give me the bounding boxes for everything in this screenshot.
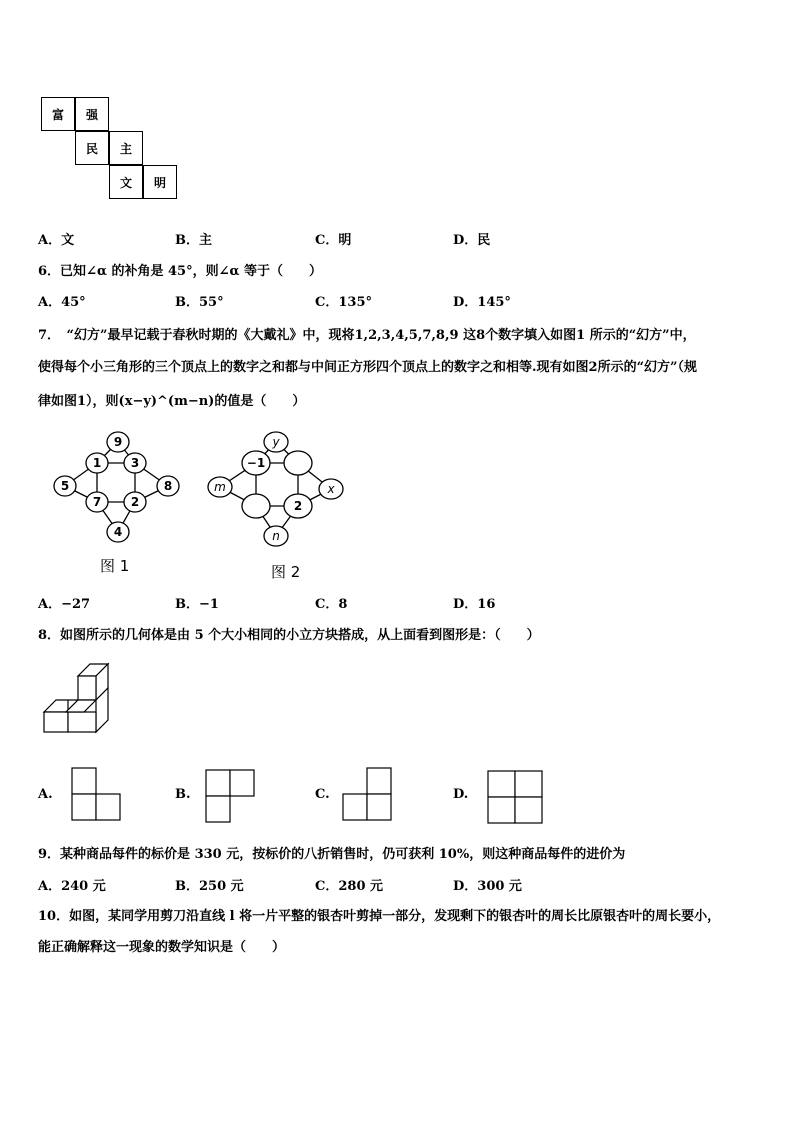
- fig2-node: x: [327, 482, 335, 496]
- q8-option-b[interactable]: B.: [175, 787, 191, 802]
- fig1-node: 2: [130, 495, 140, 509]
- q5-option-c[interactable]: C．明: [315, 233, 352, 248]
- q7-line-1: 7． “幻方”最早记载于春秋时期的《大戴礼》中，现将1,2,3,4,5,7,8,9 这8个数字填入如图1 所示的“幻方”中，: [38, 328, 696, 343]
- q5-option-a[interactable]: A．文: [38, 233, 75, 248]
- fig2-node: 2: [293, 499, 303, 513]
- q8-option-d-figure: [486, 769, 546, 825]
- q6-option-d[interactable]: D．145°: [453, 295, 511, 310]
- q9-option-d[interactable]: D．300 元: [453, 879, 522, 894]
- q9-option-b[interactable]: B．250 元: [175, 879, 244, 894]
- q10-line-1: 10．如图，某同学用剪刀沿直线 l 将一片平整的银杏叶剪掉一部分，发现剩下的银杏叶的周长比原银杏叶的周长要小，: [38, 909, 721, 924]
- q5-option-d[interactable]: D．民: [453, 233, 491, 248]
- fig2-node: m: [214, 480, 226, 494]
- q8-option-c-figure: [341, 766, 395, 824]
- fig1-node: 1: [92, 456, 102, 470]
- q10-line-2: 能正确解释这一现象的数学知识是（ ）: [38, 940, 286, 955]
- q7-line-2: 使得每个小三角形的三个顶点上的数字之和都与中间正方形四个顶点上的数字之和相等.现有如图2所示的“幻方”（规: [38, 360, 698, 375]
- net-cell: 文: [109, 165, 143, 199]
- q7-option-d[interactable]: D．16: [453, 597, 496, 612]
- net-cell: 民: [75, 131, 109, 165]
- fig1-node: 7: [92, 495, 102, 509]
- q8-option-b-figure: [204, 768, 260, 824]
- q6-option-c[interactable]: C．135°: [315, 295, 372, 310]
- q7-option-a[interactable]: A．−27: [38, 597, 91, 612]
- net-cell: 富: [41, 97, 75, 131]
- q8-stem: 8．如图所示的几何体是由 5 个大小相同的小立方块搭成，从上面看到图形是：（ ）: [38, 628, 540, 643]
- q8-option-c[interactable]: C.: [315, 787, 330, 802]
- net-cell: 强: [75, 97, 109, 131]
- magic-figure-2: [205, 428, 355, 552]
- q6-option-b[interactable]: B．55°: [175, 295, 224, 310]
- q7-line-3: 律如图1），则(x−y)^(m−n)的值是（ ）: [38, 394, 306, 409]
- magic-figure-1: [44, 428, 194, 548]
- fig1-node: 4: [113, 525, 123, 539]
- fig1-node: 5: [60, 479, 70, 493]
- q7-option-b[interactable]: B．−1: [175, 597, 219, 612]
- q9-stem: 9．某种商品每件的标价是 330 元，按标价的八折销售时，仍可获利 10%，则这种商品每件的进价为: [38, 847, 626, 862]
- q6-stem: 6．已知∠α 的补角是 45°，则∠α 等于（ ）: [38, 264, 323, 279]
- fig1-node: 9: [113, 435, 123, 449]
- q9-option-a[interactable]: A．240 元: [38, 879, 106, 894]
- cube-stack-figure: [40, 660, 116, 740]
- q9-option-c[interactable]: C．280 元: [315, 879, 384, 894]
- q5-option-b[interactable]: B．主: [175, 233, 212, 248]
- q8-option-a-figure: [70, 766, 124, 822]
- fig1-label: 图 1: [100, 557, 130, 575]
- fig2-node: −1: [246, 456, 266, 470]
- fig2-label: 图 2: [271, 563, 301, 581]
- net-cell: 明: [143, 165, 177, 199]
- q8-option-d[interactable]: D.: [453, 787, 469, 802]
- q8-option-a[interactable]: A.: [38, 787, 53, 802]
- q6-option-a[interactable]: A．45°: [38, 295, 86, 310]
- fig1-node: 3: [130, 456, 140, 470]
- net-cell: 主: [109, 131, 143, 165]
- fig1-node: 8: [163, 479, 173, 493]
- fig2-node: n: [272, 529, 280, 543]
- q7-option-c[interactable]: C．8: [315, 597, 348, 612]
- fig2-node: y: [272, 435, 280, 449]
